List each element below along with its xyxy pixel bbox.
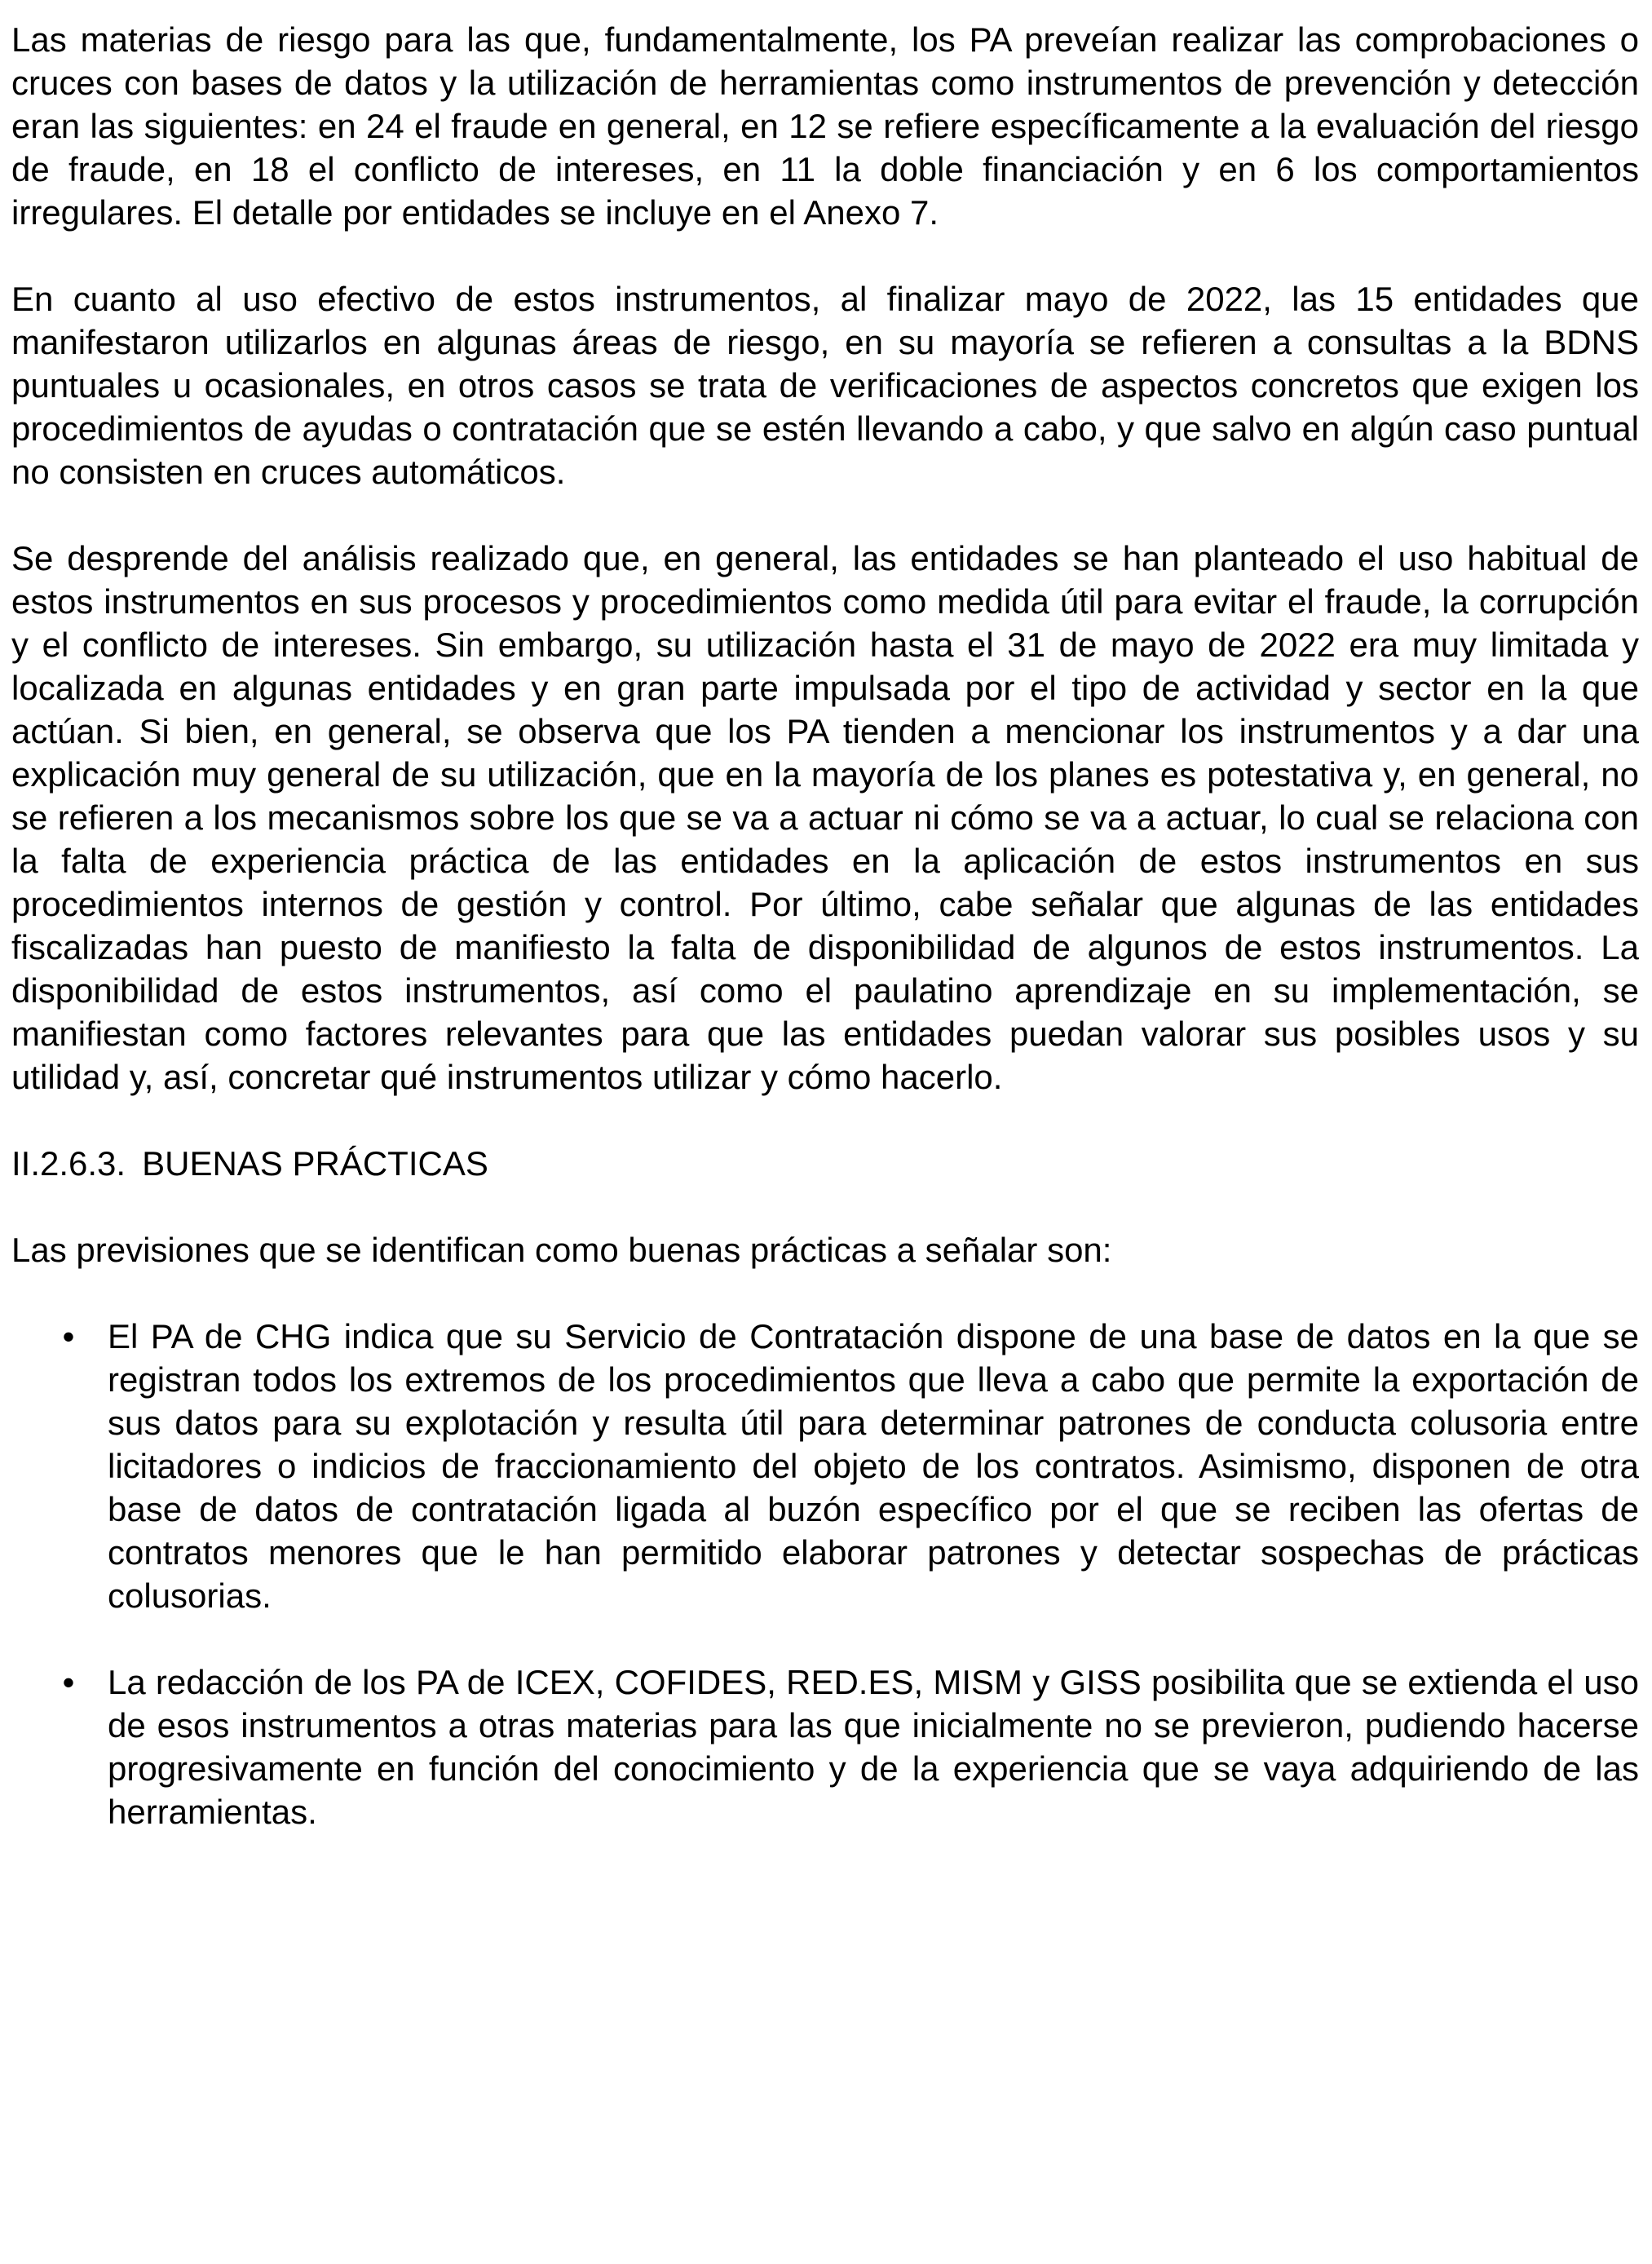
paragraph-intro: Las previsiones que se identifican como buenas prácticas a señalar son: bbox=[11, 1231, 1112, 1269]
bullet-icon: • bbox=[62, 1663, 75, 1701]
paragraph-effective-use: En cuanto al uso efectivo de estos instrumentos, al finalizar mayo de 2022, las 15 entidades que manifestaron utilizarlos en algunas áreas de riesgo, en su mayoría se refieren a consultas a la BDNS puntuales u ocasionales, en otros casos se trata de verificaciones de aspectos concretos que exigen los procedimientos de ayudas o contratación que se estén llevando a cabo, y que salvo en algún caso puntual no consisten en cruces automáticos. bbox=[11, 280, 1639, 491]
bullet-icon: • bbox=[62, 1317, 75, 1355]
good-practices-list bbox=[11, 1315, 1639, 1833]
list-item bbox=[11, 1315, 1639, 1617]
document-body bbox=[11, 18, 1639, 1877]
section-heading bbox=[11, 1142, 1639, 1185]
section-number: II.2.6.3. bbox=[11, 1144, 126, 1183]
section-title: BUENAS PRÁCTICAS bbox=[142, 1144, 488, 1183]
list-item-text: La redacción de los PA de ICEX, COFIDES, RED.ES, MISM y GISS posibilita que se extienda el uso de esos instrumentos a otras materias para las que inicialmente no se previeron, pudiendo hacerse progresivamente en función del conocimiento y de la experiencia que se vaya adquiriendo de las herramientas. bbox=[108, 1663, 1639, 1831]
paragraph-analysis: Se desprende del análisis realizado que, en general, las entidades se han planteado el uso habitual de estos instrumentos en sus procesos y procedimientos como medida útil para evitar el fraude, la corrupción y el conflicto de intereses. Sin embargo, su utilización hasta el 31 de mayo de 2022 era muy limitada y localizada en algunas entidades y en gran parte impulsada por el tipo de actividad y sector en la que actúan. Si bien, en general, se observa que los PA tienden a mencionar los instrumentos y a dar una explicación muy general de su utilización, que en la mayoría de los planes es potestativa y, en general, no se refieren a los mecanismos sobre los que se va a actuar ni cómo se va a actuar, lo cual se relaciona con la falta de experiencia práctica de las entidades en la aplicación de estos instrumentos en sus procedimientos internos de gestión y control. Por último, cabe señalar que algunas de las entidades fiscalizadas han puesto de manifiesto la falta de disponibilidad de algunos de estos instrumentos. La disponibilidad de estos instrumentos, así como el paulatino aprendizaje en su implementación, se manifiestan como factores relevantes para que las entidades puedan valorar sus posibles usos y su utilidad y, así, concretar qué instrumentos utilizar y cómo hacerlo. bbox=[11, 539, 1639, 1096]
paragraph-risk-areas: Las materias de riesgo para las que, fundamentalmente, los PA preveían realizar las comprobaciones o cruces con bases de datos y la utilización de herramientas como instrumentos de prevención y detección eran las siguientes: en 24 el fraude en general, en 12 se refiere específicamente a la evaluación del riesgo de fraude, en 18 el conflicto de intereses, en 11 la doble financiación y en 6 los comportamientos irregulares. El detalle por entidades se incluye en el Anexo 7. bbox=[11, 20, 1639, 232]
list-item-text: El PA de CHG indica que su Servicio de Contratación dispone de una base de datos en la que se registran todos los extremos de los procedimientos que lleva a cabo que permite la exportación de sus datos para su explotación y resulta útil para determinar patrones de conducta colusoria entre licitadores o indicios de fraccionamiento del objeto de los contratos. Asimismo, disponen de otra base de datos de contratación ligada al buzón específico por el que se reciben las ofertas de contratos menores que le han permitido elaborar patrones y detectar sospechas de prácticas colusorias. bbox=[108, 1317, 1639, 1615]
list-item bbox=[11, 1660, 1639, 1833]
